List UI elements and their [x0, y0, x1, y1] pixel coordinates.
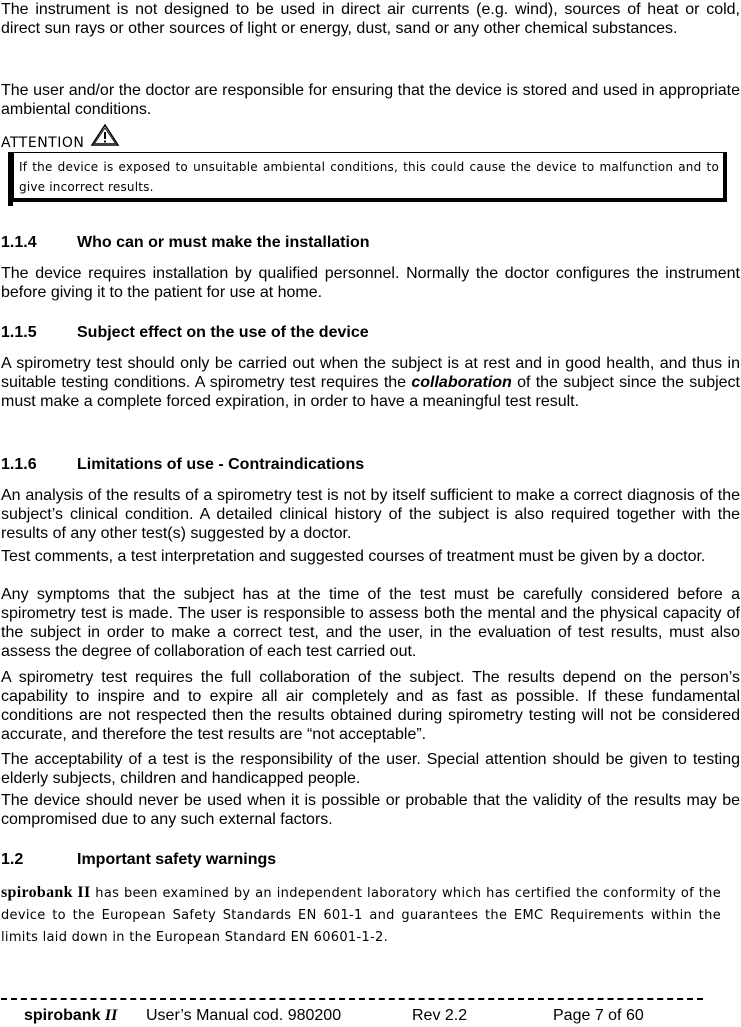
footer-product — [24, 1006, 117, 1025]
footer-divider — [1, 998, 703, 1000]
section-1-1-6-paragraph-1: An analysis of the results of a spirometry test is not by itself sufficient to make a correct diagnosis of the subject’s clinical condition. A detailed clinical history of the subject is also required together with the results of any other test(s) suggested by a doctor. — [1, 487, 740, 542]
section-number: 1.1.4 — [1, 234, 37, 251]
section-title: Subject effect on the use of the device — [77, 324, 369, 341]
attention-heading — [1, 123, 120, 151]
section-1-1-5-body — [1, 354, 740, 411]
section-1-1-4-body: The device requires installation by qualified personnel. Normally the doctor configures the instrument before giving it to the patient for use at home. — [1, 265, 740, 301]
body-text-a: A spirometry test should only be carried out when the subject is at rest and in good health, and thus in suitable testing conditions. A spirometry test requires the — [1, 355, 740, 391]
intro-paragraph-1: The instrument is not designed to be used in direct air currents (e.g. wind), sources of heat or cold, direct sun rays or other sources of light or energy, dust, sand or any other chemical substances. — [1, 1, 740, 37]
section-1-1-6-paragraph-2: Test comments, a test interpretation and suggested courses of treatment must be given by a doctor. — [1, 548, 706, 565]
section-1-1-6-paragraph-3: Any symptoms that the subject has at the time of the test must be carefully considered before a spirometry test is made. The user is responsible to assess both the mental and the physical capacity of the subject in order to make a correct test, and the user, in the evaluation of test results, must also assess the degree of collaboration of each test carried out. — [1, 586, 740, 660]
safety-paragraph — [1, 882, 721, 949]
section-title: Limitations of use - Contraindications — [77, 456, 365, 473]
section-1-1-4-heading — [1, 233, 370, 252]
section-title: Who can or must make the installation — [77, 234, 370, 251]
section-1-1-6-paragraph-4: A spirometry test requires the full collaboration of the subject. The results depend on the person’s capability to inspire and to expire all air completely and as fast as possible. If these fundamental conditions are not respected then the results obtained during spirometry testing will not be considered accurate, and therefore the test results are “not acceptable”. — [1, 669, 740, 743]
section-1-1-5-heading — [1, 323, 369, 342]
body-text-b: of the subject since the subject must make a complete forced expiration, in order to have a meaningful test result. — [1, 374, 740, 410]
section-title: Important safety warnings — [77, 851, 277, 868]
footer-product-suffix: II — [104, 1007, 118, 1024]
section-1-1-6-paragraph-5: The acceptability of a test is the responsibility of the user. Special attention should be given to testing elderly subjects, children and handicapped people. — [1, 751, 740, 787]
section-1-2-heading — [1, 850, 276, 869]
section-number: 1.1.6 — [1, 456, 37, 473]
section-1-1-6-paragraph-6: The device should never be used when it is possible or probable that the validity of the results may be compromised due to any such external factors. — [1, 792, 740, 828]
safety-text: has been examined by an independent laboratory which has certified the conformity of the device to the European Safety Standards EN 601-1 and guarantees the EMC Requirements within the limits laid down in the European Standard EN 60601-1-2. — [1, 886, 721, 945]
section-1-1-6-heading — [1, 455, 364, 474]
attention-label: ATTENTION — [1, 135, 85, 151]
footer-revision: Rev 2.2 — [412, 1007, 468, 1024]
intro-paragraph-2: The user and/or the doctor are responsible for ensuring that the device is stored and used in appropriate ambiental conditions. — [1, 82, 740, 118]
footer-manual-code: User’s Manual cod. 980200 — [146, 1007, 342, 1024]
footer-product-name: spirobank — [24, 1007, 101, 1024]
attention-box — [13, 152, 727, 202]
section-number: 1.2 — [1, 851, 24, 868]
brand-name: spirobank II — [1, 884, 91, 901]
section-number: 1.1.5 — [1, 324, 37, 341]
footer-page-number: Page 7 of 60 — [553, 1007, 644, 1024]
emphasis-collaboration: collaboration — [411, 374, 512, 391]
attention-text: If the device is exposed to unsuitable ambiental conditions, this could cause the device to malfunction and to give incorrect results. — [19, 160, 719, 194]
warning-triangle-icon — [90, 123, 120, 151]
